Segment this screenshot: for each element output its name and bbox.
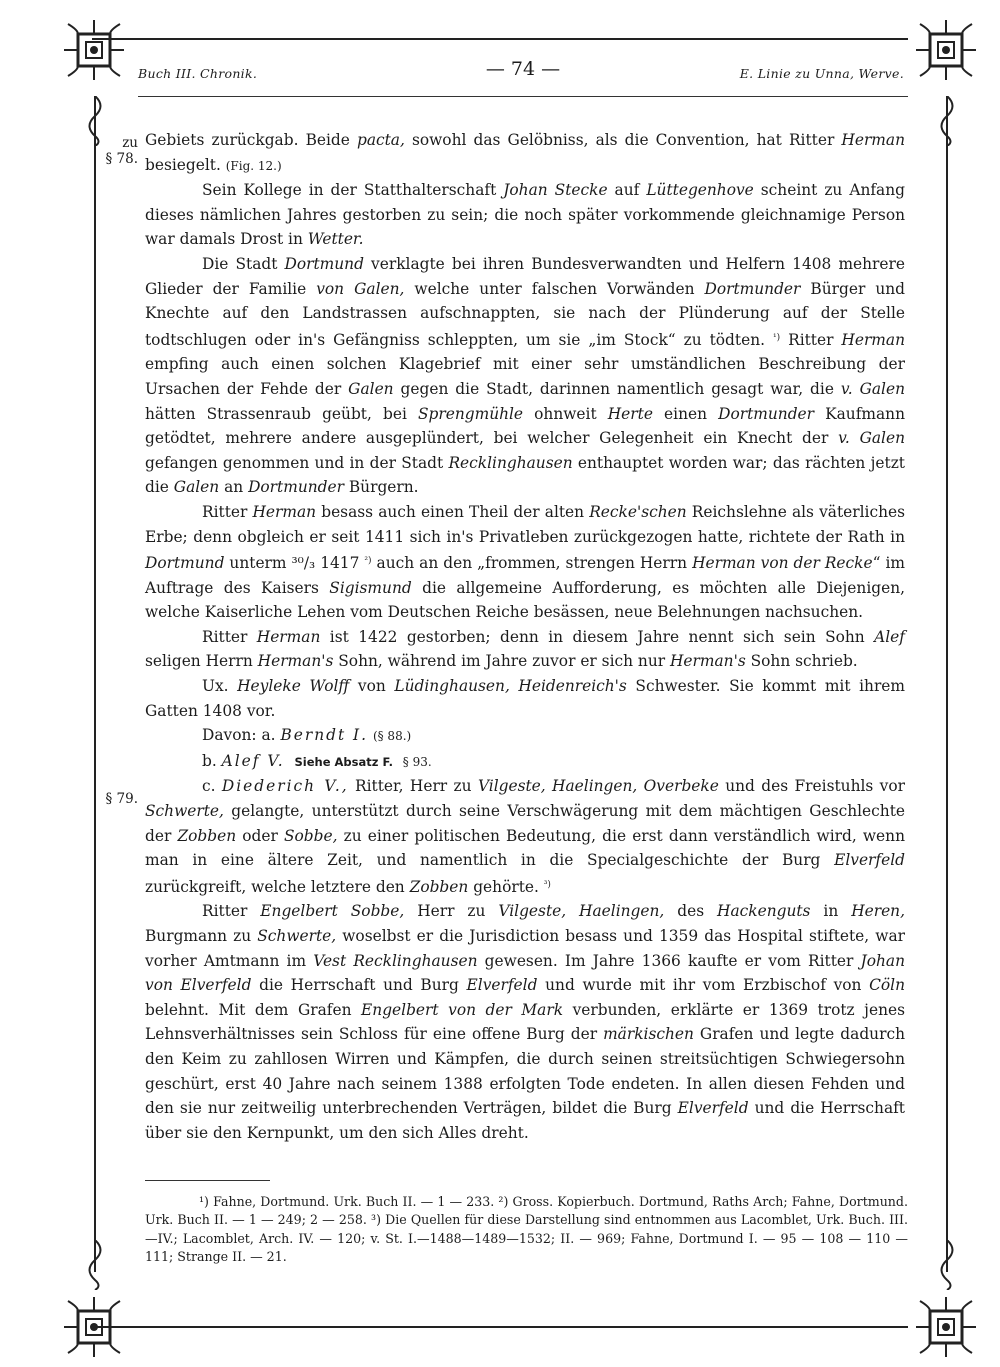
text-run: belehnt. Mit dem Grafen: [145, 1000, 362, 1019]
text-run: c.: [202, 777, 222, 796]
text-italic: Sobbe,: [284, 826, 338, 845]
date-text: ³⁰/₃ 1417: [291, 554, 360, 573]
text-run: gelangte, unterstützt durch seine Verschwägerung mit dem mächtigen Geschlechte der: [145, 802, 905, 845]
text-run: “ im Auftrage des Kaisers: [145, 554, 906, 597]
text-italic: Vilgeste, Haelingen,: [498, 902, 665, 921]
frame-bottom-line: [92, 1326, 908, 1328]
text-run: woselbst er die Jurisdiction besass und 1359 das Hospital stiftete, war vorher Amtmann im: [145, 927, 905, 970]
text-italic: Dortmund: [284, 254, 364, 273]
text-italic: Heren,: [851, 902, 905, 921]
text-run: besiegelt.: [145, 155, 226, 174]
paragraph: [145, 178, 905, 252]
text-italic: Galen: [348, 379, 394, 398]
frame-top-line: [92, 38, 908, 40]
text-run: besass auch einen Theil der alten: [316, 502, 590, 521]
footnote-text: ¹) Fahne, Dortmund. Urk. Buch II. — 1 — 233. ²) Gross. Kopierbuch. Dortmund, Raths Arch; Fahne, Dortmund. Urk. Buch II. — 1 — 249; 2 — 258. ³) Die Quellen für diese Darstellung sind entnommen aus Lacomblet, Urk. Buch. III.—IV.; Lacomblet, Arch. IV. — 120; v. St. I.—1488—1489—1532; II. — 969; Fahne, Dortmund I. — 95 — 108 — 110 — 111; Strange II. — 21.: [145, 1194, 908, 1264]
text-run: Sohn, während im Jahre zuvor er sich nur: [333, 652, 671, 671]
text-italic: Herte: [607, 404, 653, 423]
text-italic: Zobben: [409, 877, 469, 896]
text-italic: Dortmunder: [248, 478, 344, 497]
text-italic: Vest Recklinghausen: [313, 951, 478, 970]
text-italic: Herman: [252, 502, 317, 521]
text-spaced: Alef V.: [221, 751, 285, 770]
text-run: enthauptet worden war; das rächten jetzt die: [145, 453, 905, 497]
text-run: zu einer politischen Bedeutung, die erst dann verständlich wird, wenn man in eine ältere Zeit, und namentlich in die Specialgeschichte der Burg: [145, 826, 905, 870]
section-reference: § 93.: [402, 754, 432, 769]
text-run: an: [219, 478, 249, 497]
corner-ornament-icon: [914, 1295, 978, 1359]
side-ornament-icon: [934, 96, 960, 146]
text-italic: Herman von der Recke: [692, 554, 873, 573]
text-run: empfing auch einen solchen Klagebrief mit einer sehr umständlichen Beschreibung der Ursachen der Fehde der: [145, 355, 905, 398]
text-run: Die Stadt: [202, 254, 285, 273]
text-italic: Vilgeste, Haelingen, Overbeke: [477, 777, 719, 796]
header-left: Buch III. Chronik.: [138, 66, 258, 81]
text-run: Ux.: [202, 677, 238, 696]
text-run: Reichslehne als väterliches Erbe; denn obgleich er seit 1411 sich in's Privatleben zurückgezogen hatte, richtete der Rath in: [145, 502, 905, 546]
text-run: verklagte bei ihren Bundesverwandten und Helfern 1408 mehrere Glieder der Familie: [145, 254, 905, 298]
text-run: Herr zu: [404, 902, 499, 921]
text-italic: Schwerte,: [257, 927, 337, 945]
text-run: auf: [607, 181, 647, 200]
margin-note-zu: zu: [122, 135, 138, 151]
text-italic: Sprengmühle: [417, 404, 524, 423]
text-italic: Herman: [841, 330, 905, 349]
text-italic: Dortmund: [145, 554, 225, 573]
text-run: Ritter: [202, 902, 261, 921]
figure-reference: (Fig. 12.): [225, 158, 282, 173]
text-italic: Engelbert Sobbe,: [260, 902, 405, 921]
text-run: sowohl das Gelöbniss, als die Convention, hat Ritter: [404, 131, 842, 149]
text-italic: Herman: [256, 627, 321, 646]
text-run: Ritter, Herr zu: [348, 777, 478, 796]
header-right: E. Linie zu Unna, Werve.: [739, 66, 904, 81]
side-ornament-icon: [934, 1240, 960, 1290]
paragraph: [145, 774, 905, 899]
text-italic: Herman: [841, 131, 905, 149]
footnote-marker: ²): [364, 556, 372, 567]
frame-left-line: [94, 96, 96, 1272]
cross-reference-note: Siehe Absatz F.: [294, 754, 393, 769]
text-run: und die Herrschaft über sie den Kernpunkt, um den sich Alles dreht.: [145, 1099, 905, 1142]
margin-note-79: § 79.: [105, 791, 138, 807]
text-run: Burgmann zu: [145, 927, 258, 945]
paragraph: [145, 500, 905, 625]
text-italic: Johan von Elverfeld: [145, 951, 905, 995]
text-run: ohnweit: [523, 404, 608, 423]
text-run: Bürger und Knechte auf den Landstrassen aufschnappten, sie nach der Plünderung auf der Stelle todtschlugen oder in's Gefängniss schleppten, um sie „im Stock“ zu tödten.: [145, 279, 906, 349]
text-italic: Lüttegenhove: [646, 181, 754, 200]
paragraph: [145, 252, 905, 500]
corner-ornament-icon: [914, 18, 978, 82]
text-run: Grafen und legte dadurch den Keim zu zahllosen Wirren und Kämpfen, die durch seinen streitsüchtigen Schwiegersohn geschürt, erst 40 Jahre nach seinem 1388 erfolgten Tode endeten. In allen diesen Fehden und den sie nur zeitweilig unterbrechenden Verträgen, bildet die Burg: [145, 1025, 905, 1118]
frame-right-line: [946, 96, 948, 1272]
text-italic: Zobben: [177, 826, 237, 845]
paragraph: [145, 749, 905, 775]
margin-note-zu-78: [98, 135, 138, 167]
footnote-rule: [145, 1180, 270, 1181]
text-run: gewesen. Im Jahre 1366 kaufte er vom Ritter: [477, 951, 861, 970]
text-italic: Alef: [874, 627, 905, 646]
footnotes: [145, 1193, 908, 1266]
text-italic: Recke'schen: [589, 502, 687, 521]
text-italic: Dortmunder: [718, 404, 815, 423]
text-italic: Hackenguts: [717, 902, 811, 921]
text-run: einen: [652, 404, 719, 423]
text-run: zurückgreift, welche letztere den: [145, 877, 410, 896]
text-run: Gebiets zurückgab. Beide: [145, 131, 357, 149]
text-run: Davon: a.: [202, 726, 281, 745]
text-italic: Engelbert von der Mark: [361, 1000, 564, 1019]
text-italic: Schwerte,: [145, 802, 224, 821]
text-italic: Dortmunder: [704, 279, 801, 298]
text-spaced: Berndt I.: [280, 726, 369, 745]
text-run: gegen die Stadt, darinnen namentlich gesagt war, die: [393, 379, 841, 398]
text-run: hätten Strassenraub geübt, bei: [145, 404, 418, 423]
text-run: Schwester. Sie kommt mit ihrem Gatten 1408 vor.: [145, 677, 906, 720]
corner-ornament-icon: [62, 1295, 126, 1359]
text-italic: Cöln: [869, 976, 905, 995]
corner-ornament-icon: [62, 18, 126, 82]
footnote-marker: ¹): [773, 332, 781, 343]
text-run: des: [664, 902, 718, 921]
text-italic: Elverfeld: [466, 976, 538, 995]
text-run: Bürgern.: [343, 478, 419, 497]
margin-note-78: § 78.: [105, 151, 138, 167]
section-reference: (§ 88.): [372, 729, 412, 744]
text-run: seligen Herrn: [145, 652, 258, 671]
text-run: oder: [236, 826, 284, 845]
text-run: die allgemeine Aufforderung, es möchten alle Diejenigen, welche Kaiserliche Lehen vom Deutschen Reiche besässen, neue Belehnungen nachsuchen.: [145, 578, 906, 622]
text-run: gehörte.: [468, 877, 544, 896]
text-run: welche unter falschen Vorwänden: [404, 279, 705, 298]
text-run: Kaufmann getödtet, mehrere andere ausgeplündert, bei welcher Gelegenheit ein Knecht der: [145, 404, 905, 448]
paragraph: [145, 723, 905, 749]
text-italic: Elverfeld: [834, 851, 905, 870]
text-italic: Elverfeld: [677, 1099, 749, 1118]
paragraph: [145, 128, 905, 178]
text-run: Ritter: [202, 502, 253, 521]
text-spaced: Diederich V.,: [221, 777, 349, 796]
text-run: scheint zu Anfang dieses nämlichen Jahres gestorben zu sein; die noch später vorkommende gleichnamige Person war damals Drost in: [145, 181, 905, 249]
header-rule: [138, 96, 908, 97]
text-run: und wurde mit ihr vom Erzbischof von: [537, 976, 870, 995]
text-run: ist 1422 gestorben; denn in diesem Jahre nennt sich sein Sohn: [320, 627, 875, 646]
text-italic: Herman's: [670, 652, 746, 671]
text-italic: Herman's: [257, 652, 334, 671]
paragraph: [145, 625, 905, 674]
page-number: — 74 —: [485, 58, 561, 80]
text-run: von: [349, 677, 395, 696]
text-run: Ritter: [780, 330, 842, 349]
text-run: Sein Kollege in der Statthalterschaft: [202, 181, 504, 200]
text-italic: Lüdinghausen, Heidenreich's: [394, 677, 627, 696]
text-italic: Johan Stecke: [503, 181, 608, 200]
running-header: [138, 58, 908, 92]
text-italic: Wetter.: [307, 230, 364, 249]
text-run: die Herrschaft und Burg: [251, 976, 467, 995]
text-italic: Sigismund: [329, 578, 412, 597]
paragraph: [145, 899, 905, 1145]
text-run: unterm: [224, 554, 292, 573]
text-italic: von Galen,: [316, 279, 405, 298]
text-run: gefangen genommen und in der Stadt: [145, 453, 449, 472]
text-italic: Heyleke Wolff: [237, 677, 350, 696]
text-run: auch an den „frommen, strengen Herrn: [371, 554, 693, 573]
main-text: [145, 128, 905, 1145]
text-run: Ritter: [202, 627, 257, 646]
text-italic: v. Galen: [840, 379, 905, 398]
text-italic: märkischen: [603, 1025, 694, 1044]
text-italic: Recklinghausen: [448, 453, 573, 472]
text-run: verbunden, erklärte er 1369 trotz jenes Lehnsverhältnisses sein Schloss für eine offene Burg der: [145, 1000, 905, 1044]
text-italic: v. Galen: [838, 429, 905, 448]
footnote-marker: ³): [543, 879, 551, 890]
text-italic: pacta,: [356, 131, 405, 149]
text-italic: Galen: [173, 478, 220, 497]
paragraph: [145, 674, 905, 723]
text-run: Sohn schrieb.: [745, 652, 858, 671]
text-run: und des Freistuhls vor: [718, 777, 905, 796]
side-ornament-icon: [82, 1240, 108, 1290]
text-run: b.: [202, 751, 222, 770]
text-run: in: [810, 902, 852, 921]
